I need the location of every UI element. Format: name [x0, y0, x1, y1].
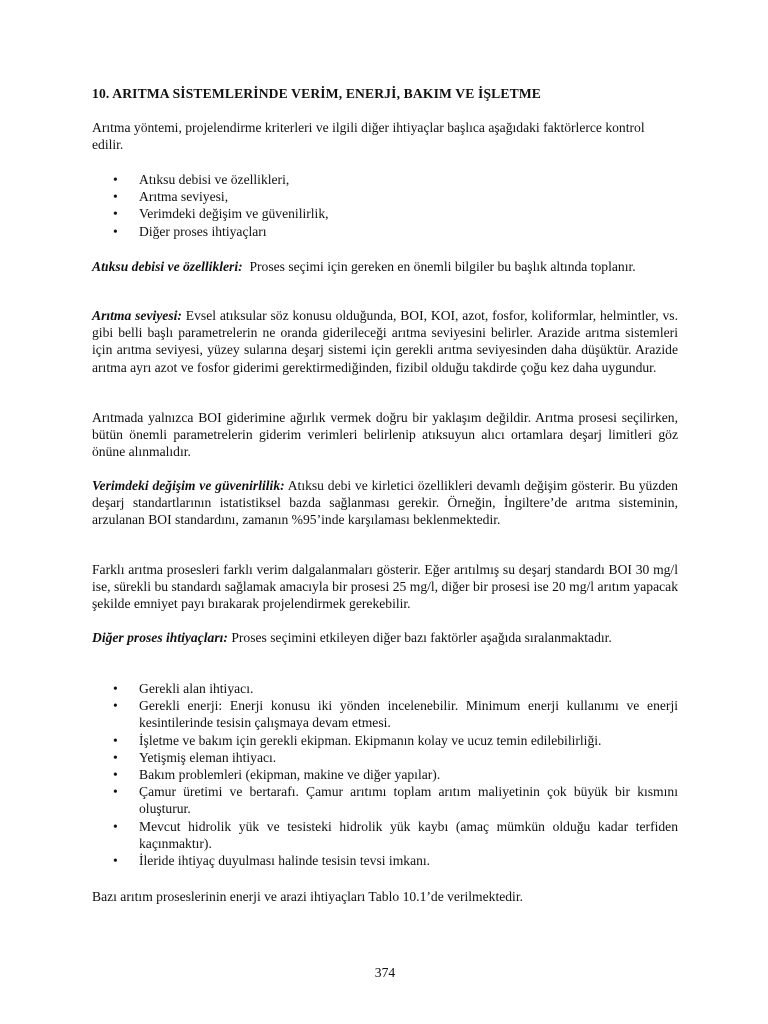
closing-paragraph: Bazı arıtım proseslerinin enerji ve arazi ihtiyaçları Tablo 10.1’de verilmektedir.: [92, 889, 523, 904]
intro-paragraph: Arıtma yöntemi, projelendirme kriterleri ve ilgili diğer ihtiyaçlar başlıca aşağıdaki faktörlerce kontrol edilir.: [92, 120, 645, 153]
factor-list: [92, 171, 678, 240]
list-item: Verimdeki değişim ve güvenilirlik,: [139, 206, 329, 222]
section-verim: [92, 477, 678, 529]
other-factor-list: [92, 680, 678, 869]
list-item: Mevcut hidrolik yük ve tesisteki hidrolik yük kaybı (amaç mümkün olduğu kadar terfiden kaçınmaktır).: [139, 818, 678, 851]
page-number: 374: [374, 965, 396, 980]
list-item: Bakım problemleri (ekipman, makine ve diğer yapılar).: [139, 767, 441, 783]
list-item: İleride ihtiyaç duyulması halinde tesisin tevsi imkanı.: [139, 853, 431, 869]
section-lead: Diğer proses ihtiyaçları:: [92, 630, 228, 645]
section-text: Atıksu debi ve kirletici özellikleri devamlı değişim gösterir. Bu yüzden deşarj standartlarının istatistiksel bazda sağlanması gerekir. Örneğin, İngiltere’de arıtma sisteminin, arzulanan BOI standardını, zamanın %95’inde karşılaması beklenmektedir.: [92, 478, 678, 528]
list-item: Arıtma seviyesi,: [139, 189, 229, 205]
document-page: [92, 0, 678, 1024]
section-atiksu: [92, 258, 678, 275]
list-item: Atıksu debisi ve özellikleri,: [139, 172, 290, 187]
section-text: Proses seçimini etkileyen diğer bazı faktörler aşağıda sıralanmaktadır.: [231, 630, 612, 645]
list-item: Çamur üretimi ve bertarafı. Çamur arıtımı toplam arıtım maliyetinin çok büyük bir kısmını oluşturur.: [139, 784, 678, 817]
list-item: Diğer proses ihtiyaçları: [139, 223, 267, 239]
section-lead: Arıtma seviyesi:: [92, 308, 182, 323]
list-item: İşletme ve bakım için gerekli ekipman. Ekipmanın kolay ve ucuz temin edilebilirliği.: [139, 732, 602, 748]
section-aritma: [92, 307, 678, 376]
section-lead: Verimdeki değişim ve güvenirlilik:: [92, 478, 285, 493]
list-item: Gerekli enerji: Enerji konusu iki yönden incelenebilir. Minimum enerji kullanımı ve enerji kesintilerinde tesisin çalışmaya devam etmesi.: [139, 698, 678, 731]
farkli-paragraph: Farklı arıtma prosesleri farklı verim dalgalanmaları gösterir. Eğer arıtılmış su deşarj standardı BOI 30 mg/l ise, sürekli bu standardı sağlamak amacıyla bir prosesi 25 mg/l, diğer bir prosesi ise 20 mg/l arıtım yapacak şekilde emniyet payı bırakarak projelendirmek gerekebilir.: [92, 562, 678, 612]
section-text: Evsel atıksular söz konusu olduğunda, BOI, KOI, azot, fosfor, koliformlar, helmintler, vs. gibi belli başlı parametrelerin ne oranda giderileceği arıtma seviyesini belirler. Arazide arıtma sistemleri için arıtma seviyesi, yüzey sularına deşarj sistemi için gerekli arıtma seviyesinden daha düşüktür. Arazide arıtma ayrı azot ve fosfor giderimi gerektirmediğinden, fizibil olduğu takdirde çoğu kez daha uygundur.: [92, 308, 678, 375]
list-item: Gerekli alan ihtiyacı.: [139, 681, 254, 696]
chapter-heading: 10. ARITMA SİSTEMLERİNDE VERİM, ENERJİ, BAKIM VE İŞLETME: [92, 86, 542, 101]
list-item: Yetişmiş eleman ihtiyacı.: [139, 749, 277, 765]
section-text: Proses seçimi için gereken en önemli bilgiler bu başlık altında toplanır.: [249, 259, 636, 274]
boi-paragraph: Arıtmada yalnızca BOI giderimine ağırlık vermek doğru bir yaklaşım değildir. Arıtma prosesi seçilirken, bütün önemli parametrelerin giderim verimleri belirlenip atıksuyun alıcı ortamlara deşarj limitleri göz önüne alınmalıdır.: [92, 410, 678, 460]
section-lead: Atıksu debisi ve özellikleri:: [92, 259, 243, 274]
section-diger: [92, 629, 678, 646]
